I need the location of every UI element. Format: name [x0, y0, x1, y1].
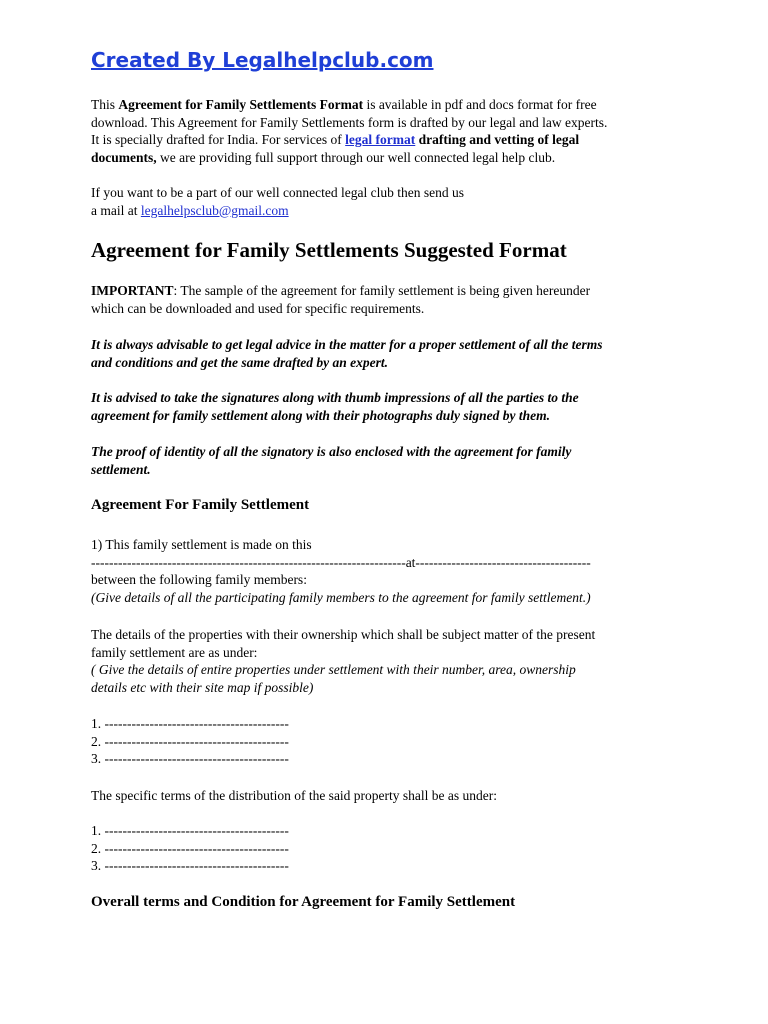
advice-line: settlement. — [91, 461, 151, 477]
intro-paragraph — [91, 96, 681, 166]
clause-dash-line: ----------------------------------------------------------------------at--------------------------------------- — [91, 555, 591, 570]
section-heading: Agreement For Family Settlement — [91, 497, 310, 513]
list-item: 3. ----------------------------------------- — [91, 858, 289, 873]
club-line: If you want to be a part of our well connected legal club then send us — [91, 185, 465, 200]
intro-bold-text: documents, — [91, 149, 157, 165]
clause-1 — [91, 536, 681, 554]
advice-line: agreement for family settlement along with their photographs duly signed by them. — [91, 407, 551, 423]
distribution-list — [91, 822, 681, 875]
important-text: : The sample of the agreement for family settlement is being given hereunder — [173, 283, 591, 298]
properties-paragraph — [91, 626, 681, 696]
distribution-line: The specific terms of the distribution of the said property shall be as under: — [91, 788, 498, 803]
important-label: IMPORTANT — [91, 283, 174, 298]
intro-text: is available in pdf and docs format for free — [363, 97, 597, 112]
intro-text: we are providing full support through our well connected legal help club. — [156, 149, 556, 165]
properties-line: The details of the properties with their ownership which shall be subject matter of the present — [91, 627, 596, 642]
properties-note: ( Give the details of entire properties under settlement with their number, area, ownership — [91, 662, 576, 677]
clause-line: 1) This family settlement is made on this — [91, 537, 312, 552]
advice-paragraph — [91, 336, 681, 371]
email-link[interactable]: legalhelpsclub@gmail.com — [140, 202, 289, 218]
intro-text: It is specially drafted for India. For services of — [91, 132, 346, 147]
list-item: 2. ----------------------------------------- — [91, 733, 289, 749]
intro-bold-title: Agreement for Family Settlements Format — [118, 97, 364, 112]
main-heading: Agreement for Family Settlements Suggested Format — [91, 238, 567, 262]
properties-line: family settlement are as under: — [91, 644, 258, 660]
advice-line: The proof of identity of all the signatory is also enclosed with the agreement for family — [91, 444, 572, 459]
list-item: 1. ----------------------------------------- — [91, 716, 289, 731]
intro-text: This — [91, 97, 119, 112]
site-link[interactable]: Created By Legalhelpclub.com — [91, 48, 434, 72]
intro-bold-text: drafting and vetting of legal — [415, 132, 580, 147]
list-item: 2. ----------------------------------------- — [91, 840, 289, 856]
advice-paragraph — [91, 389, 681, 424]
legal-format-link[interactable]: legal format — [345, 132, 416, 147]
advice-line: It is advised to take the signatures along with thumb impressions of all the parties to the — [91, 390, 579, 405]
distribution-text — [91, 787, 681, 805]
list-item: 1. ----------------------------------------- — [91, 823, 289, 838]
property-list — [91, 715, 681, 768]
advice-paragraph — [91, 443, 681, 478]
important-text: which can be downloaded and used for specific requirements. — [91, 300, 425, 316]
clause-1-cont — [91, 571, 681, 606]
list-item: 3. ----------------------------------------- — [91, 751, 289, 766]
club-paragraph — [91, 184, 681, 219]
intro-line: download. This Agreement for Family Settlements form is drafted by our legal and law experts. — [91, 114, 608, 130]
overall-terms-heading: Overall terms and Condition for Agreement for Family Settlement — [91, 894, 516, 910]
clause-note: (Give details of all the participating family members to the agreement for family settlement.) — [91, 589, 591, 605]
properties-note: details etc with their site map if possible) — [91, 679, 314, 695]
club-text: a mail at — [91, 202, 141, 218]
advice-line: and conditions and get the same drafted by an expert. — [91, 354, 388, 370]
advice-line: It is always advisable to get legal advice in the matter for a proper settlement of all the terms — [91, 337, 603, 352]
important-paragraph — [91, 282, 681, 317]
clause-line: between the following family members: — [91, 572, 307, 587]
